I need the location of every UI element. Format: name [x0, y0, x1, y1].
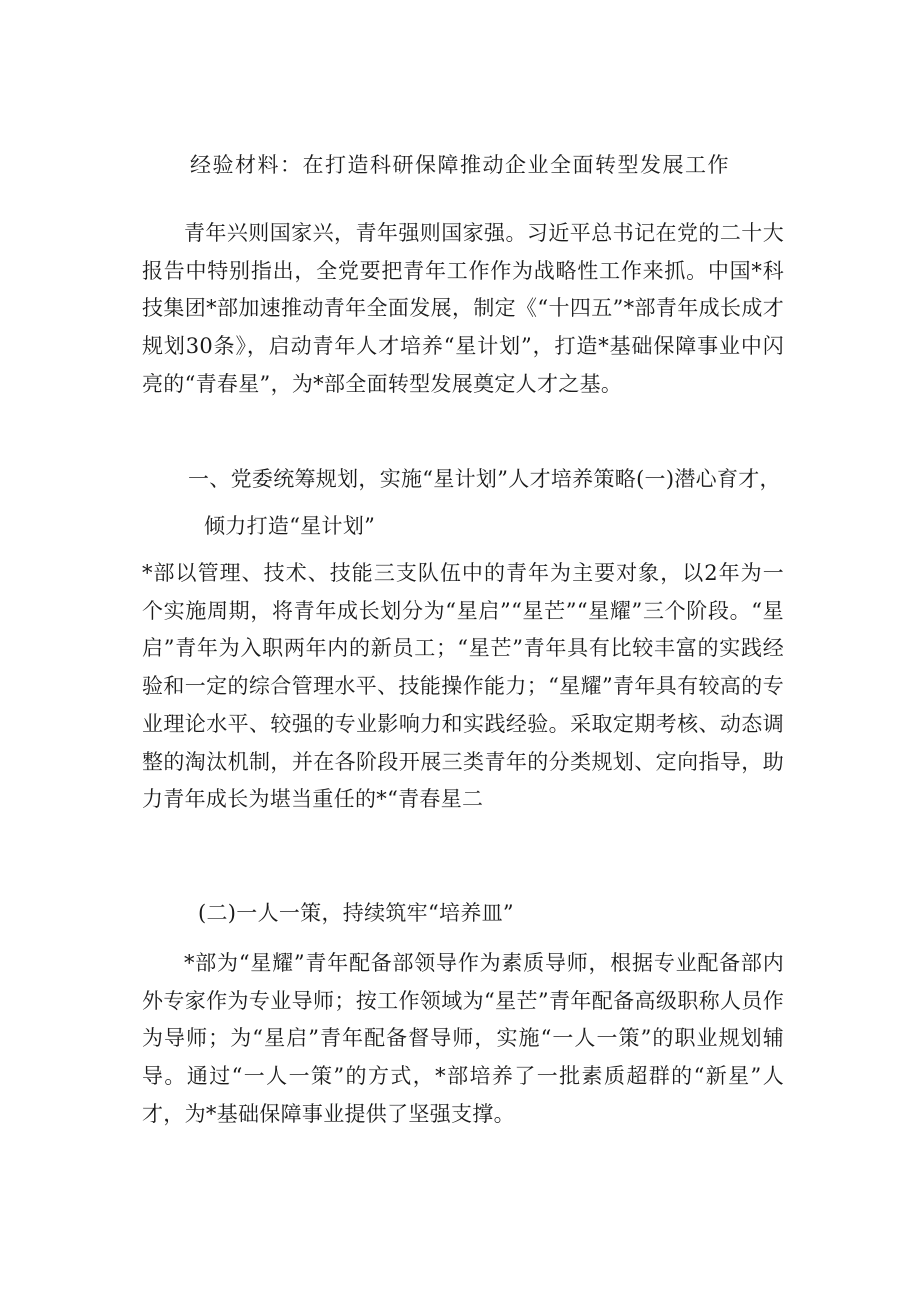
- body-paragraph-1: *部以管理、技术、技能三支队伍中的青年为主要对象，以2年为一个实施周期，将青年成长划分为“星启”“星芒”“星耀”三个阶段。“星启”青年为入职两年内的新员工；“星芒”青年具有比较丰富的实践经验和一定的综合管理水平、技能操作能力；“星耀”青年具有较高的专业理论水平、较强的专业影响力和实践经验。采取定期考核、动态调整的淘汰机制，并在各阶段开展三类青年的分类规划、定向指导，助力青年成长为堪当重任的*“青春星二: [142, 561, 784, 812]
- document-title: 经验材料：在打造科研保障推动企业全面转型发展工作: [190, 153, 730, 177]
- body-paragraph-2: *部为“星耀”青年配备部领导作为素质导师，根据专业配备部内外专家作为专业导师；按工作领域为“星芒”青年配备高级职称人员作为导师；为“星启”青年配备督导师，实施“一人一策”的职业规划辅导。通过“一人一策”的方式，*部培养了一批素质超群的“新星”人才，为*基础保障事业提供了坚强支撑。: [142, 951, 784, 1126]
- subsection-heading-2: (二)一人一策，持续筑牢“培养皿”: [198, 901, 514, 925]
- section-heading-1: 一、党委统筹规划，实施“星计划”人才培养策略(一)潜心育才，: [188, 467, 781, 491]
- intro-paragraph: 青年兴则国家兴，青年强则国家强。习近平总书记在党的二十大报告中特别指出，全党要把青年工作作为战略性工作来抓。中国*科技集团*部加速推动青年全面发展，制定《“十四五”*部青年成长成才规划30条》，启动青年人才培养“星计划”，打造*基础保障事业中闪亮的“青春星”，为*部全面转型发展奠定人才之基。: [142, 221, 784, 396]
- section-heading-1-continuation: 倾力打造“星计划”: [204, 514, 376, 538]
